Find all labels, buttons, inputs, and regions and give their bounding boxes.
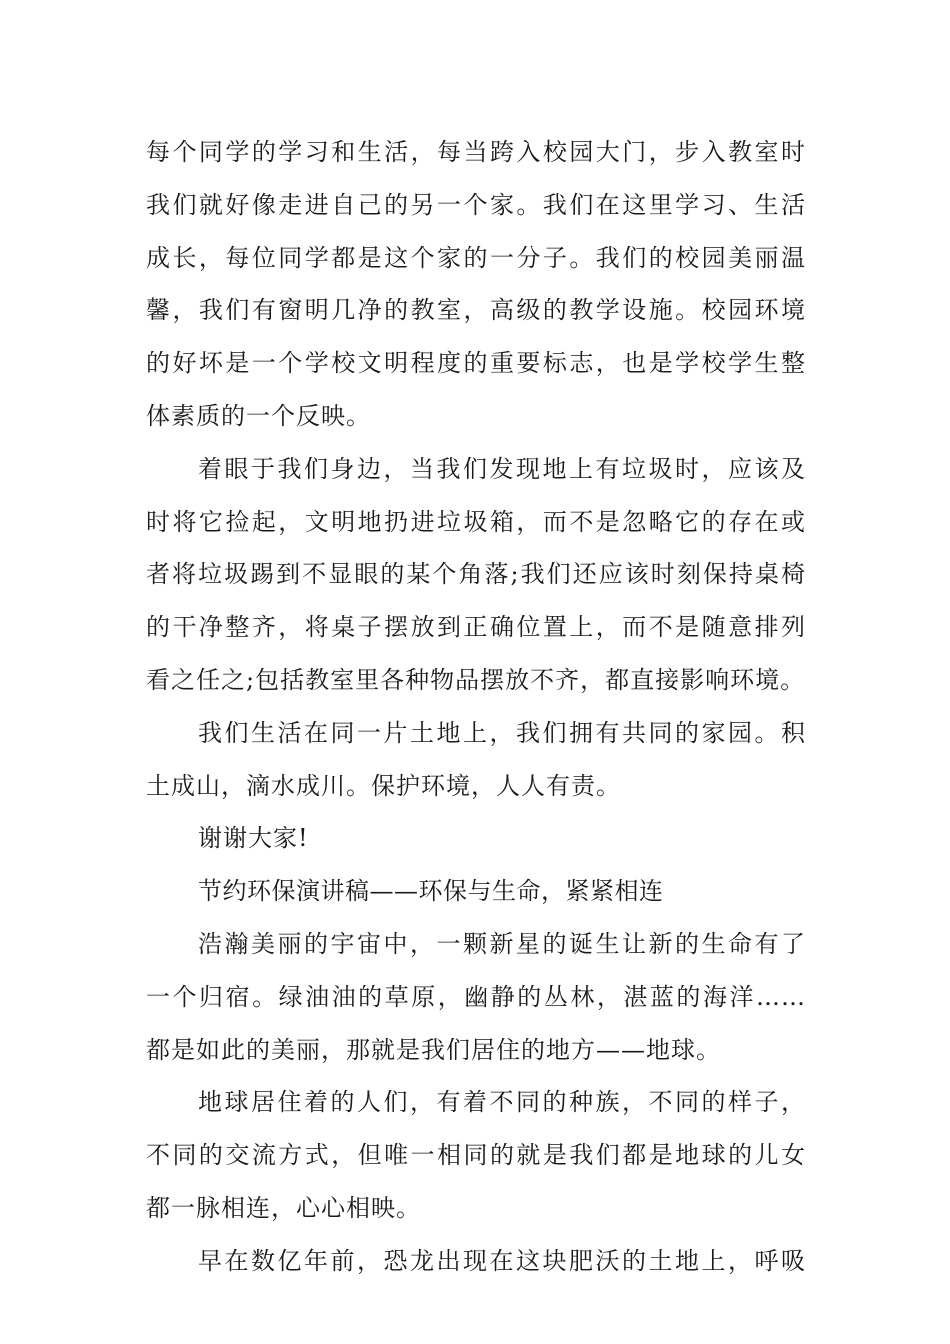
text-line: 一个归宿。绿油油的草原，幽静的丛林，湛蓝的海洋……	[146, 982, 806, 1011]
text-line: 地球居住着的人们，有着不同的种族，不同的样子，	[198, 1088, 806, 1117]
text-line: 不同的交流方式，但唯一相同的就是我们都是地球的儿女	[146, 1141, 806, 1170]
text-line: 我们生活在同一片土地上，我们拥有共同的家园。积	[198, 718, 806, 747]
text-line: 每个同学的学习和生活，每当跨入校园大门，步入教室时	[146, 138, 806, 166]
text-line: 馨，我们有窗明几净的教室，高级的教学设施。校园环境	[146, 296, 806, 325]
text-line: 者将垃圾踢到不显眼的某个角落;我们还应该时刻保持桌椅	[146, 560, 806, 589]
section-title: 节约环保演讲稿——环保与生命，紧紧相连	[198, 877, 664, 906]
text-line: 看之任之;包括教室里各种物品摆放不齐，都直接影响环境。	[146, 665, 806, 694]
text-line: 成长，每位同学都是这个家的一分子。我们的校园美丽温	[146, 243, 806, 272]
text-line: 的干净整齐，将桌子摆放到正确位置上，而不是随意排列	[146, 613, 806, 642]
text-line: 都一脉相连，心心相映。	[146, 1193, 421, 1222]
text-line: 体素质的一个反映。	[146, 401, 371, 430]
text-line: 浩瀚美丽的宇宙中，一颗新星的诞生让新的生命有了	[198, 929, 806, 958]
text-line: 都是如此的美丽，那就是我们居住的地方——地球。	[146, 1035, 721, 1064]
text-line: 我们就好像走进自己的另一个家。我们在这里学习、生活	[146, 190, 806, 219]
text-line: 时将它捡起，文明地扔进垃圾箱，而不是忽略它的存在或	[146, 507, 806, 536]
text-line: 的好坏是一个学校文明程度的重要标志，也是学校学生整	[146, 349, 806, 378]
document-body	[146, 126, 806, 1288]
text-line: 早在数亿年前，恐龙出现在这块肥沃的土地上，呼吸	[198, 1246, 806, 1275]
text-line: 着眼于我们身边，当我们发现地上有垃圾时，应该及	[198, 454, 806, 483]
closing-line: 谢谢大家!	[198, 824, 309, 853]
text-line: 土成山，滴水成川。保护环境，人人有责。	[146, 771, 621, 800]
